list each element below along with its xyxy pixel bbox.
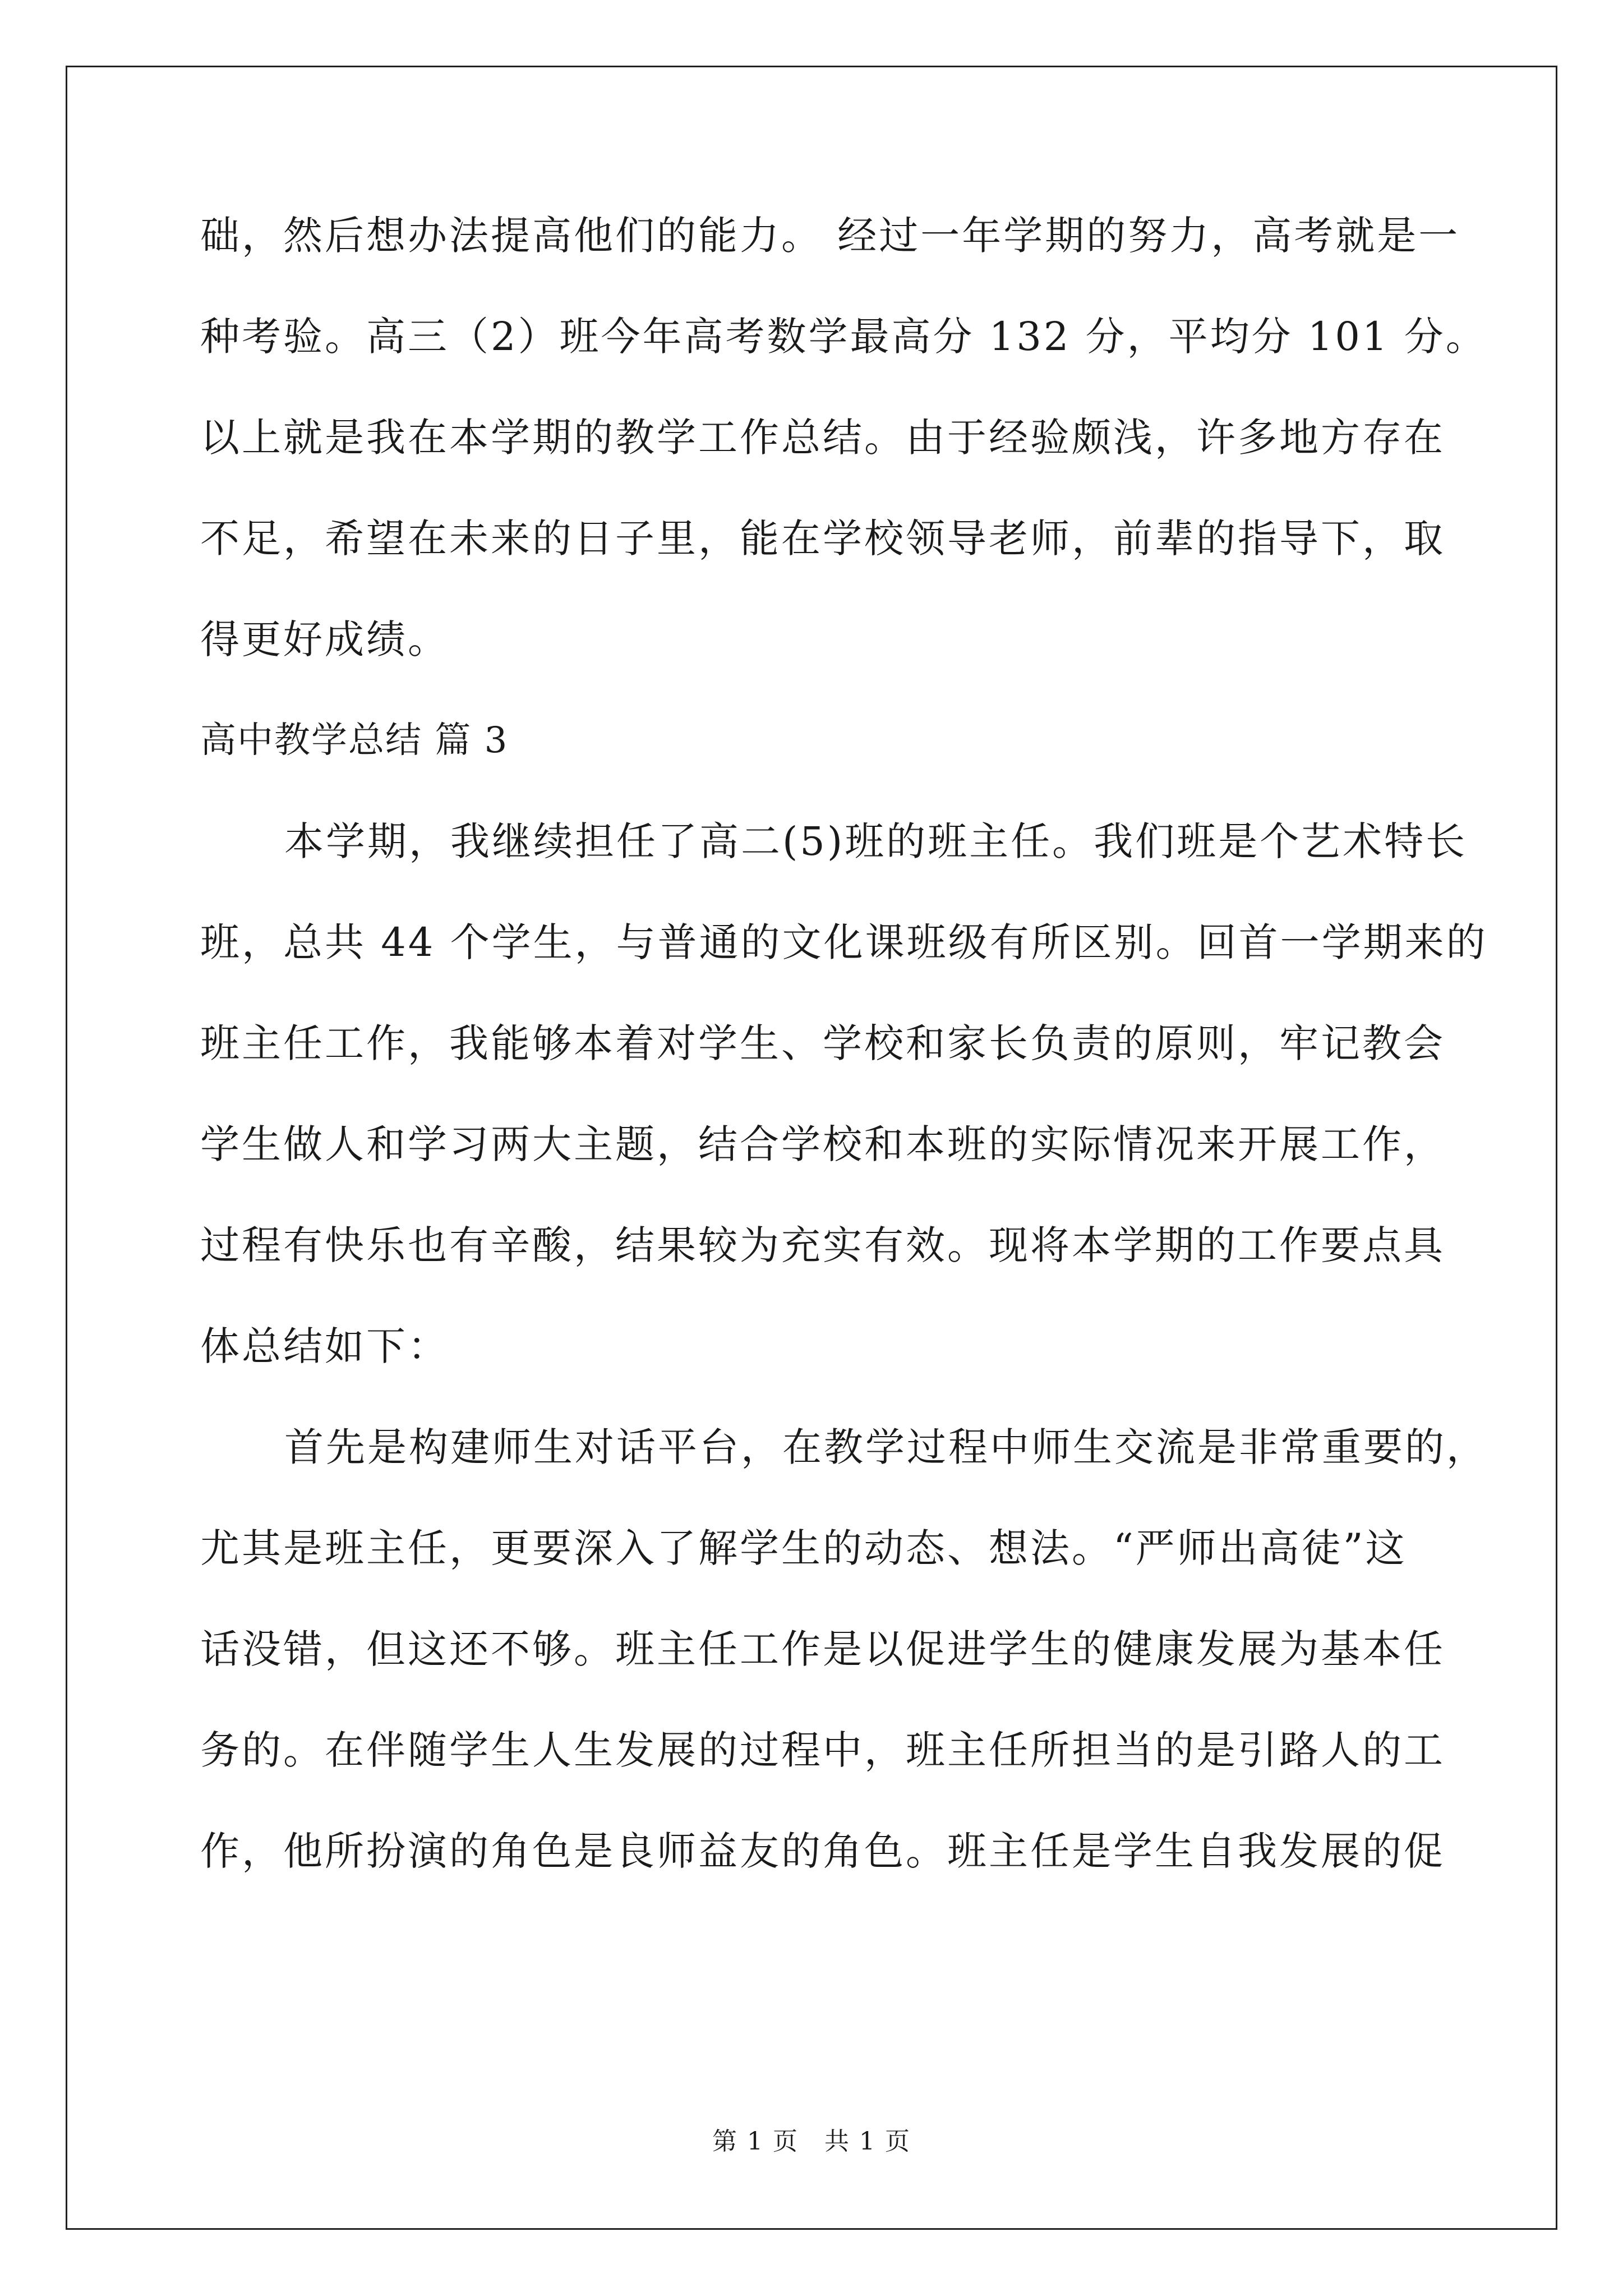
paragraph-line: 班主任工作，我能够本着对学生、学校和家长负责的原则，牢记教会 bbox=[200, 1020, 1445, 1066]
paragraph-line: 不足，希望在未来的日子里，能在学校领导老师，前辈的指导下，取 bbox=[200, 516, 1445, 562]
paragraph-line: 体总结如下： bbox=[200, 1323, 449, 1369]
paragraph-line: 务的。在伴随学生人生发展的过程中，班主任所担当的是引路人的工 bbox=[200, 1727, 1445, 1773]
paragraph-line: 种考验。高三（2）班今年高考数学最高分 132 分，平均分 101 分。 bbox=[200, 314, 1487, 360]
paragraph-line: 得更好成绩。 bbox=[200, 616, 449, 662]
paragraph-line: 首先是构建师生对话平台，在教学过程中师生交流是非常重要的， bbox=[284, 1424, 1488, 1470]
paragraph-line: 作，他所扮演的角色是良师益友的角色。班主任是学生自我发展的促 bbox=[200, 1828, 1445, 1874]
paragraph-line: 础，然后想办法提高他们的能力。 经过一年学期的努力，高考就是一 bbox=[200, 213, 1460, 259]
page-number-footer: 第 1 页 共 1 页 bbox=[712, 2127, 911, 2156]
paragraph-line: 话没错，但这还不够。班主任工作是以促进学生的健康发展为基本任 bbox=[200, 1626, 1445, 1672]
paragraph-line: 过程有快乐也有辛酸，结果较为充实有效。现将本学期的工作要点具 bbox=[200, 1222, 1445, 1268]
paragraph-line: 尤其是班主任，更要深入了解学生的动态、想法。“严师出高徒”这 bbox=[200, 1525, 1407, 1571]
section-heading: 高中教学总结 篇 3 bbox=[200, 720, 509, 761]
paragraph-line: 以上就是我在本学期的教学工作总结。由于经验颇浅，许多地方存在 bbox=[200, 415, 1445, 461]
paragraph-line: 学生做人和学习两大主题，结合学校和本班的实际情况来开展工作， bbox=[200, 1121, 1445, 1167]
paragraph-line: 班，总共 44 个学生，与普通的文化课班级有所区别。回首一学期来的 bbox=[200, 919, 1488, 965]
paragraph-line: 本学期，我继续担任了高二(5)班的班主任。我们班是个艺术特长 bbox=[284, 818, 1468, 864]
